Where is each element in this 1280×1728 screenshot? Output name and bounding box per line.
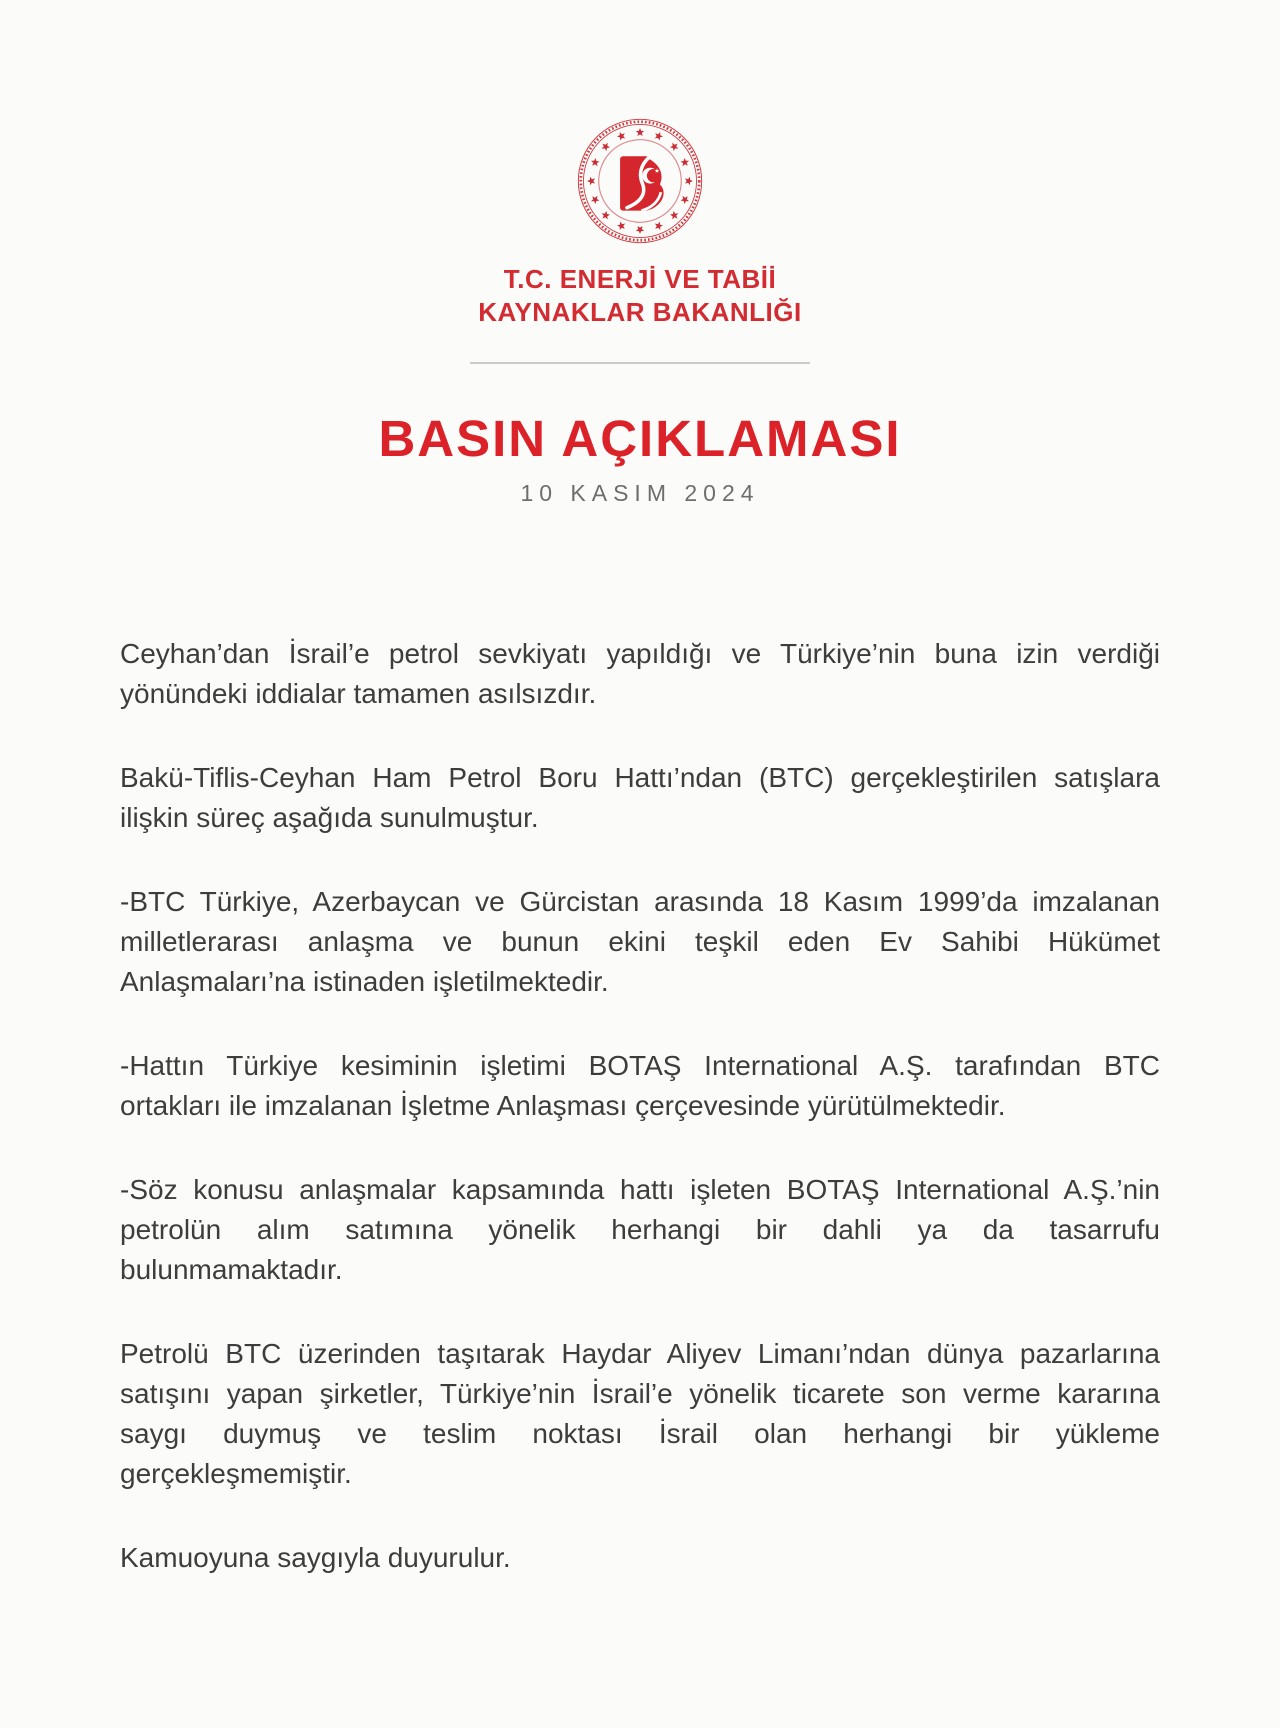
press-release-paragraph (120, 758, 1160, 838)
text-line: saygı duymuş ve teslim noktası İsrail olan herhangi bir yükleme (120, 1418, 1160, 1449)
text-line: gerçekleşmemiştir. (120, 1458, 352, 1489)
text-line: bulunmamaktadır. (120, 1254, 343, 1285)
header-divider (470, 362, 810, 364)
text-line: Kamuoyuna saygıyla duyurulur. (120, 1542, 511, 1573)
press-release-paragraph (120, 1334, 1160, 1494)
ministry-name-line1: T.C. ENERJİ VE TABİİ (503, 264, 777, 294)
text-line: Petrolü BTC üzerinden taşıtarak Haydar Aliyev Limanı’ndan dünya pazarlarına (120, 1338, 1160, 1369)
press-release-body (120, 507, 1160, 1578)
press-release-title: BASIN AÇIKLAMASI (378, 410, 902, 467)
text-line: Anlaşmaları’na istinaden işletilmektedir. (120, 966, 609, 997)
text-line: Bakü-Tiflis-Ceyhan Ham Petrol Boru Hattı’ndan (BTC) gerçekleştirilen satışlara (120, 762, 1160, 793)
press-release-paragraph (120, 1046, 1160, 1126)
ministry-emblem-icon (572, 113, 708, 249)
text-line: ortakları ile imzalanan İşletme Anlaşması çerçevesinde yürütülmektedir. (120, 1090, 1006, 1121)
press-release-paragraph (120, 882, 1160, 1002)
text-line: petrolün alım satımına yönelik herhangi bir dahli ya da tasarrufu (120, 1214, 1160, 1245)
press-release-date: 10 KASIM 2024 (520, 480, 760, 506)
press-release-paragraph (120, 634, 1160, 714)
text-line: -Söz konusu anlaşmalar kapsamında hattı işleten BOTAŞ International A.Ş.’nin (120, 1174, 1160, 1205)
press-release-paragraph (120, 1538, 1160, 1578)
text-line: Ceyhan’dan İsrail’e petrol sevkiyatı yapıldığı ve Türkiye’nin buna izin verdiği (120, 638, 1160, 669)
text-line: ilişkin süreç aşağıda sunulmuştur. (120, 802, 539, 833)
ministry-name-line2: KAYNAKLAR BAKANLIĞI (478, 297, 802, 327)
document-header (0, 0, 1280, 507)
text-line: satışını yapan şirketler, Türkiye’nin İsrail’e yönelik ticarete son verme kararına (120, 1378, 1160, 1409)
text-line: yönündeki iddialar tamamen asılsızdır. (120, 678, 597, 709)
text-line: -BTC Türkiye, Azerbaycan ve Gürcistan arasında 18 Kasım 1999’da imzalanan (120, 886, 1160, 917)
text-line: -Hattın Türkiye kesiminin işletimi BOTAŞ International A.Ş. tarafından BTC (120, 1050, 1160, 1081)
press-release-paragraph (120, 1170, 1160, 1290)
text-line: milletlerarası anlaşma ve bunun ekini teşkil eden Ev Sahibi Hükümet (120, 926, 1160, 957)
ministry-name (0, 263, 1280, 329)
